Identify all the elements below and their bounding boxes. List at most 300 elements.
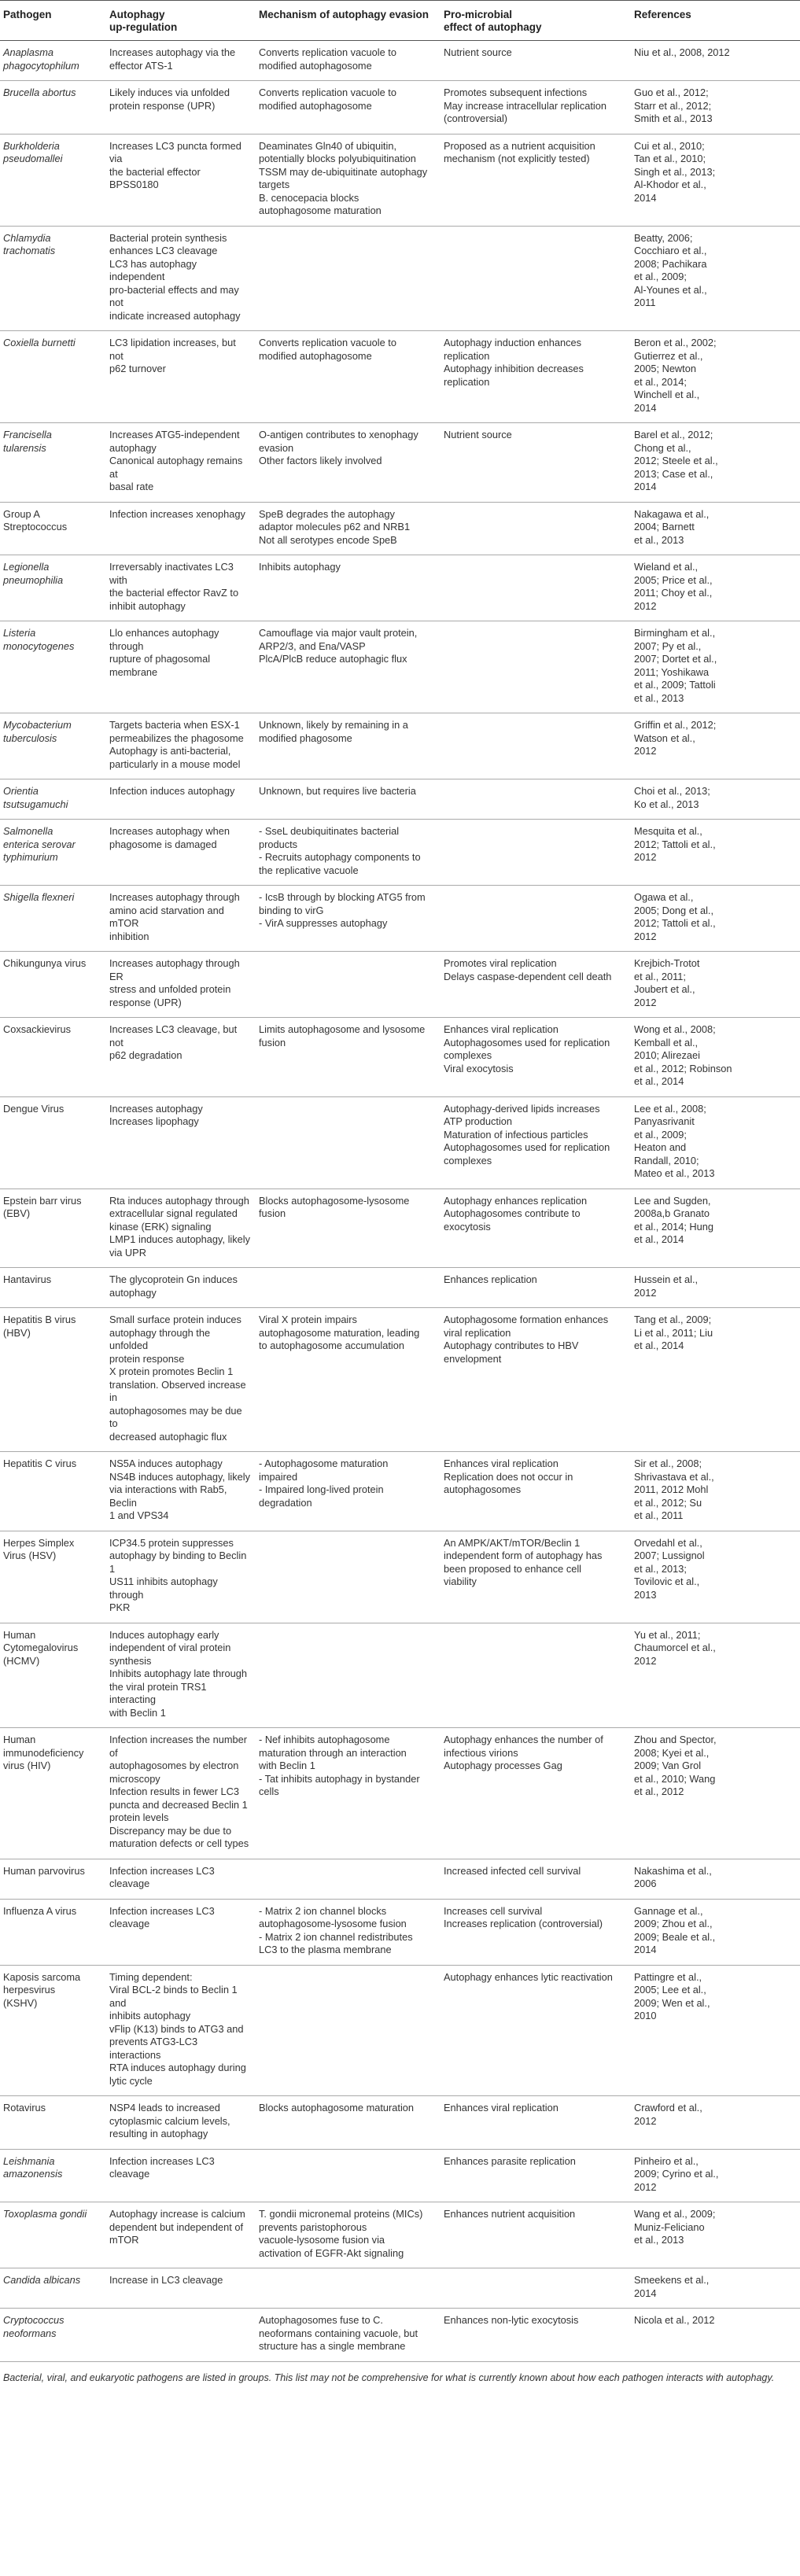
cell-mechanism-line: Autophagosomes fuse to C. xyxy=(259,2314,383,2326)
cell-references-line: Singh et al., 2013; xyxy=(634,165,716,178)
cell-references-line: Al-Younes et al., xyxy=(634,283,707,296)
cell-mechanism-line: Unknown, but requires live bacteria xyxy=(259,785,416,797)
cell-mechanism-line: - Impaired long-lived protein xyxy=(259,1483,384,1495)
cell-upregulation-line: autophagosomes may be due to xyxy=(109,1404,242,1429)
cell-upregulation-line: RTA induces autophagy during xyxy=(109,2062,246,2073)
cell-mechanism-line: modified autophagosome xyxy=(259,99,372,112)
cell-upregulation xyxy=(106,1899,256,1965)
cell-effect-line: Autophagy enhances replication xyxy=(444,1194,588,1207)
cell-references-line: Wieland et al., xyxy=(634,561,699,573)
cell-upregulation-line: Infection increases xenophagy xyxy=(109,507,245,520)
cell-effect-line: Delays caspase-dependent cell death xyxy=(444,970,612,982)
cell-effect-line: Proposed as a nutrient acquisition xyxy=(444,139,595,152)
cell-pathogen-line: trachomatis xyxy=(3,245,56,256)
cell-pathogen xyxy=(0,1859,106,1899)
table-row xyxy=(0,81,800,135)
cell-references-line: 2005; Newton xyxy=(634,363,696,374)
cell-upregulation-line: Targets bacteria when ESX-1 xyxy=(109,719,240,731)
header-row xyxy=(0,1,800,41)
cell-mechanism-line: structure has a single membrane xyxy=(259,2340,406,2352)
cell-pathogen xyxy=(0,1452,106,1531)
cell-references-line: et al., 2012 xyxy=(634,1786,684,1797)
cell-pathogen-line: Burkholderia xyxy=(3,139,60,152)
cell-references xyxy=(631,41,800,81)
cell-upregulation xyxy=(106,621,256,713)
cell-references-line: 2014 xyxy=(634,401,657,414)
cell-upregulation-line: the bacterial effector BPSS0180 xyxy=(109,165,201,190)
cell-mechanism-line: Not all serotypes encode SpeB xyxy=(259,533,397,546)
cell-upregulation xyxy=(106,1018,256,1097)
cell-references-line: et al., 2014 xyxy=(634,1233,684,1245)
cell-references-line: Zhou and Spector, xyxy=(634,1734,717,1745)
cell-pathogen-line: Dengue Virus xyxy=(3,1102,65,1115)
table-row xyxy=(0,779,800,820)
cell-upregulation-line: translation. Observed increase in xyxy=(109,1378,246,1403)
cell-effect xyxy=(441,886,631,952)
cell-upregulation-line: Viral BCL-2 binds to Beclin 1 and xyxy=(109,1984,238,2009)
cell-upregulation-line: mTOR xyxy=(109,2234,139,2246)
cell-pathogen-line: Brucella abortus xyxy=(3,87,76,98)
cell-upregulation-line: Infection increases LC3 cleavage xyxy=(109,1864,215,1889)
cell-effect xyxy=(441,331,631,423)
cell-pathogen-line: Kaposis sarcoma xyxy=(3,1970,81,1983)
cell-upregulation xyxy=(106,2202,256,2268)
cell-mechanism-line: Other factors likely involved xyxy=(259,455,382,466)
cell-references xyxy=(631,952,800,1018)
cell-references-line: Cui et al., 2010; xyxy=(634,139,705,152)
cell-upregulation-line: Autophagy is anti-bacterial, xyxy=(109,745,231,757)
cell-effect xyxy=(441,502,631,555)
cell-pathogen-line: typhimurium xyxy=(3,851,58,863)
cell-pathogen xyxy=(0,423,106,503)
cell-references-line: 2012 xyxy=(634,930,657,942)
cell-effect-line: Increased infected cell survival xyxy=(444,1864,581,1877)
cell-references-line: Panyasrivanit xyxy=(634,1115,695,1127)
cell-upregulation xyxy=(106,2096,256,2150)
cell-mechanism-line: - Matrix 2 ion channel blocks xyxy=(259,1904,387,1917)
cell-references-line: 2011, 2012 Mohl xyxy=(634,1483,709,1495)
cell-mechanism-line: modified phagosome xyxy=(259,732,352,744)
cell-upregulation-line: protein levels xyxy=(109,1811,169,1823)
cell-upregulation-line: decreased autophagic flux xyxy=(109,1430,227,1443)
cell-mechanism-line: - Nef inhibits autophagosome xyxy=(259,1734,390,1745)
cell-effect-line: Autophagy processes Gag xyxy=(444,1760,562,1771)
cell-references-line: 2009; Zhou et al., xyxy=(634,1918,713,1929)
cell-pathogen-line: Human parvovirus xyxy=(3,1864,85,1877)
cell-upregulation xyxy=(106,134,256,226)
cell-effect xyxy=(441,1018,631,1097)
cell-references xyxy=(631,1188,800,1268)
cell-references-line: 2012 xyxy=(634,851,657,863)
cell-upregulation xyxy=(106,1188,256,1268)
cell-effect-line: Maturation of infectious particles xyxy=(444,1128,588,1141)
cell-references-line: Tan et al., 2010; xyxy=(634,153,706,164)
cell-upregulation xyxy=(106,1096,256,1188)
cell-upregulation-line: response (UPR) xyxy=(109,996,182,1008)
cell-effect-line: Autophagy-derived lipids increases xyxy=(444,1102,600,1115)
cell-references-line: 2009; Van Grol xyxy=(634,1760,702,1771)
cell-references-line: Beatty, 2006; xyxy=(634,231,693,244)
cell-mechanism-line: Viral X protein impairs xyxy=(259,1314,357,1325)
cell-upregulation-line: PKR xyxy=(109,1601,131,1613)
cell-upregulation-line: synthesis xyxy=(109,1654,152,1667)
cell-references-line: Tang et al., 2009; xyxy=(634,1314,712,1325)
table-row xyxy=(0,1452,800,1531)
cell-references xyxy=(631,2309,800,2362)
table-row xyxy=(0,226,800,331)
cell-references-line: Lee and Sugden, xyxy=(634,1194,711,1207)
cell-mechanism-line: maturation through an interaction xyxy=(259,1746,407,1759)
cell-pathogen xyxy=(0,2309,106,2362)
cell-mechanism-line: Blocks autophagosome-lysosome xyxy=(259,1194,410,1207)
cell-effect-line: Enhances viral replication xyxy=(444,1458,559,1469)
cell-pathogen-line: Chlamydia xyxy=(3,231,51,244)
cell-upregulation xyxy=(106,226,256,331)
cell-upregulation-line: p62 turnover xyxy=(109,363,166,374)
cell-upregulation xyxy=(106,555,256,621)
cell-references-line: 2012 xyxy=(634,745,657,757)
cell-effect xyxy=(441,1188,631,1268)
table-row xyxy=(0,820,800,886)
cell-effect-line: Enhances viral replication xyxy=(444,1023,559,1035)
cell-upregulation-line: inhibits autophagy xyxy=(109,2010,191,2021)
cell-effect-line: Nutrient source xyxy=(444,46,512,58)
cell-upregulation-line: the viral protein TRS1 interacting xyxy=(109,1680,207,1705)
cell-mechanism xyxy=(256,1623,441,1728)
cell-references-line: Gutierrez et al., xyxy=(634,349,703,362)
table-row xyxy=(0,1899,800,1965)
cell-references-line: 2011; Choy et al., xyxy=(634,587,713,599)
cell-references-line: Nicola et al., 2012 xyxy=(634,2314,715,2326)
cell-mechanism xyxy=(256,779,441,820)
cell-pathogen xyxy=(0,1188,106,1268)
cell-upregulation-line: ICP34.5 protein suppresses xyxy=(109,1536,234,1549)
cell-mechanism-line: LC3 to the plasma membrane xyxy=(259,1944,392,1955)
cell-mechanism xyxy=(256,555,441,621)
cell-pathogen xyxy=(0,134,106,226)
cell-mechanism-line: - IcsB through by blocking ATG5 from xyxy=(259,891,426,903)
cell-upregulation-line: basal rate xyxy=(109,481,154,492)
cell-pathogen xyxy=(0,2149,106,2202)
cell-effect-line: envelopment xyxy=(444,1352,502,1365)
cell-pathogen-line: pneumophilia xyxy=(3,573,64,586)
cell-mechanism xyxy=(256,226,441,331)
cell-pathogen-line: Cryptococcus xyxy=(3,2314,65,2326)
cell-references xyxy=(631,1018,800,1097)
cell-references-line: Ogawa et al., xyxy=(634,891,694,903)
cell-upregulation-line: X protein promotes Beclin 1 xyxy=(109,1365,234,1377)
cell-pathogen xyxy=(0,1531,106,1623)
cell-upregulation-line: US11 inhibits autophagy through xyxy=(109,1575,218,1601)
cell-references-line: Chaumorcel et al., xyxy=(634,1642,716,1653)
cell-upregulation xyxy=(106,820,256,886)
cell-upregulation-line: Small surface protein induces xyxy=(109,1314,241,1325)
cell-upregulation xyxy=(106,331,256,423)
cell-references-line: Starr et al., 2012; xyxy=(634,99,712,112)
cell-pathogen-line: Human xyxy=(3,1628,36,1641)
cell-references xyxy=(631,331,800,423)
cell-mechanism-line: the replicative vacuole xyxy=(259,864,359,876)
cell-references xyxy=(631,1531,800,1623)
cell-effect xyxy=(441,1728,631,1859)
cell-pathogen xyxy=(0,1728,106,1859)
cell-references-line: Al-Khodor et al., xyxy=(634,179,706,190)
cell-references-line: et al., 2009; xyxy=(634,271,687,282)
table-row xyxy=(0,1728,800,1859)
cell-upregulation-line: autophagosomes by electron xyxy=(109,1760,239,1771)
cell-upregulation xyxy=(106,1859,256,1899)
cell-effect-line: Viral exocytosis xyxy=(444,1062,514,1074)
cell-references-line: 2013 xyxy=(634,1588,657,1601)
cell-upregulation-line: LC3 lipidation increases, but not xyxy=(109,337,236,362)
cell-upregulation xyxy=(106,713,256,779)
cell-mechanism xyxy=(256,2202,441,2268)
cell-effect-line: Increases cell survival xyxy=(444,1904,543,1917)
cell-mechanism xyxy=(256,134,441,226)
cell-references-line: 2014 xyxy=(634,481,657,492)
cell-pathogen-line: Salmonella xyxy=(3,825,53,837)
cell-references xyxy=(631,502,800,555)
cell-mechanism-line: products xyxy=(259,838,298,850)
cell-upregulation-line: inhibit autophagy xyxy=(109,599,186,612)
cell-pathogen xyxy=(0,226,106,331)
cell-effect-line: complexes xyxy=(444,1154,492,1166)
cell-mechanism-line: Deaminates Gln40 of ubiquitin, xyxy=(259,139,396,152)
cell-pathogen-line: Toxoplasma gondii xyxy=(3,2208,87,2220)
cell-mechanism-line: - Tat inhibits autophagy in bystander xyxy=(259,1772,420,1785)
cell-pathogen xyxy=(0,502,106,555)
cell-references-line: 2010 xyxy=(634,2010,657,2021)
cell-mechanism-line: degradation xyxy=(259,1496,312,1509)
cell-effect-line: independent form of autophagy has xyxy=(444,1550,603,1561)
cell-references-line: 2005; Dong et al., xyxy=(634,904,714,916)
cell-references-line: 2005; Price et al., xyxy=(634,573,713,586)
cell-references-line: Wong et al., 2008; xyxy=(634,1023,716,1035)
cell-upregulation-line: Infection results in fewer LC3 xyxy=(109,1786,240,1797)
cell-pathogen-line: amazonensis xyxy=(3,2168,63,2180)
header-references: References xyxy=(631,1,800,41)
table-row xyxy=(0,331,800,423)
cell-upregulation-line: Induces autophagy early xyxy=(109,1628,219,1641)
cell-pathogen-line: Epstein barr virus xyxy=(3,1194,82,1207)
cell-pathogen xyxy=(0,886,106,952)
cell-pathogen xyxy=(0,2202,106,2268)
cell-references-line: Gannage et al., xyxy=(634,1904,703,1917)
cell-upregulation-line: Increases autophagy via the xyxy=(109,46,236,58)
cell-mechanism xyxy=(256,2149,441,2202)
cell-mechanism-line: Blocks autophagosome maturation xyxy=(259,2102,415,2113)
cell-upregulation-line: kinase (ERK) signaling xyxy=(109,1220,212,1233)
cell-upregulation-line: autophagy xyxy=(109,441,157,454)
cell-upregulation-line: Bacterial protein synthesis xyxy=(109,231,227,244)
cell-upregulation-line: maturation defects or cell types xyxy=(109,1837,249,1849)
cell-pathogen xyxy=(0,1899,106,1965)
cell-references-line: 2012; Tattoli et al., xyxy=(634,917,716,929)
cell-upregulation-line: The glycoprotein Gn induces xyxy=(109,1273,238,1285)
cell-upregulation-line: with Beclin 1 xyxy=(109,1706,166,1719)
cell-mechanism-line: T. gondii micronemal proteins (MICs) xyxy=(259,2208,423,2220)
cell-references-line: Watson et al., xyxy=(634,732,695,744)
cell-pathogen-line: phagocytophilum xyxy=(3,59,79,72)
cell-mechanism-line: fusion xyxy=(259,1036,286,1048)
table-row xyxy=(0,555,800,621)
cell-pathogen-line: Francisella xyxy=(3,429,52,440)
cell-references-line: Ko et al., 2013 xyxy=(634,798,699,810)
cell-upregulation-line: microscopy xyxy=(109,1772,160,1785)
cell-mechanism-line: evasion xyxy=(259,441,294,454)
cell-effect xyxy=(441,1623,631,1728)
cell-mechanism-line: modified autophagosome xyxy=(259,59,372,72)
cell-effect xyxy=(441,1096,631,1188)
cell-references-line: 2014 xyxy=(634,2287,657,2299)
cell-mechanism-line: fusion xyxy=(259,1207,286,1219)
cell-upregulation-line: Inhibits autophagy late through xyxy=(109,1668,248,1679)
cell-references-line: 2014 xyxy=(634,1944,657,1955)
table-row xyxy=(0,1268,800,1308)
cell-mechanism-line: ARP2/3, and Ena/VASP xyxy=(259,639,366,652)
cell-effect xyxy=(441,423,631,503)
cell-upregulation-line: via interactions with Rab5, Beclin xyxy=(109,1483,227,1509)
cell-mechanism-line: with Beclin 1 xyxy=(259,1760,315,1771)
cell-references-line: et al., 2013 xyxy=(634,533,684,546)
cell-pathogen xyxy=(0,713,106,779)
cell-pathogen-line: Listeria xyxy=(3,627,36,639)
cell-upregulation-line: Increases autophagy through xyxy=(109,891,240,903)
cell-upregulation-line: Autophagy increase is calcium xyxy=(109,2208,245,2220)
cell-upregulation xyxy=(106,1452,256,1531)
cell-upregulation-line: 1 and VPS34 xyxy=(109,1509,169,1521)
cell-pathogen-line: tularensis xyxy=(3,441,46,454)
cell-upregulation-line: Infection increases LC3 cleavage xyxy=(109,2154,215,2180)
cell-pathogen xyxy=(0,2096,106,2150)
cell-upregulation-line: LMP1 induces autophagy, likely xyxy=(109,1233,251,1245)
cell-upregulation-line: Increases lipophagy xyxy=(109,1115,199,1127)
cell-upregulation-line: dependent but independent of xyxy=(109,2220,244,2233)
cell-references-line: Tovilovic et al., xyxy=(634,1575,700,1587)
cell-upregulation xyxy=(106,2309,256,2362)
cell-pathogen xyxy=(0,331,106,423)
cell-mechanism-line: targets xyxy=(259,179,290,190)
cell-pathogen-line: Anaplasma xyxy=(3,46,54,58)
cell-upregulation-line: vFlip (K13) binds to ATG3 and xyxy=(109,2022,244,2035)
cell-effect xyxy=(441,1531,631,1623)
cell-effect-line: Autophagosomes contribute to xyxy=(444,1207,581,1219)
cell-upregulation-line: permeabilizes the phagosome xyxy=(109,732,244,744)
table-row xyxy=(0,502,800,555)
cell-effect xyxy=(441,555,631,621)
cell-effect xyxy=(441,81,631,135)
cell-mechanism xyxy=(256,1308,441,1452)
cell-references-line: 2013; Case et al., xyxy=(634,467,713,480)
cell-upregulation xyxy=(106,423,256,503)
cell-mechanism xyxy=(256,1859,441,1899)
cell-references-line: et al., 2011 xyxy=(634,1509,684,1521)
cell-references-line: Smeekens et al., xyxy=(634,2274,710,2286)
table-row xyxy=(0,713,800,779)
cell-pathogen-line: Influenza A virus xyxy=(3,1904,77,1917)
cell-upregulation-line: Increases autophagy xyxy=(109,1102,203,1115)
cell-upregulation-line: cytoplasmic calcium levels, xyxy=(109,2114,230,2127)
cell-effect-line: May increase intracellular replication xyxy=(444,99,606,112)
cell-effect-line: Autophagosomes used for replication xyxy=(444,1141,610,1153)
table-row xyxy=(0,1188,800,1268)
cell-effect xyxy=(441,134,631,226)
cell-upregulation xyxy=(106,1531,256,1623)
cell-references-line: 2005; Lee et al., xyxy=(634,1984,706,1996)
cell-upregulation-line: phagosome is damaged xyxy=(109,838,217,850)
cell-effect xyxy=(441,1899,631,1965)
cell-pathogen-line: (HBV) xyxy=(3,1326,31,1339)
cell-pathogen xyxy=(0,555,106,621)
cell-upregulation-line: independent of viral protein xyxy=(109,1642,231,1653)
cell-upregulation xyxy=(106,1965,256,2096)
header-effect: Pro-microbial effect of autophagy xyxy=(441,1,631,41)
cell-references xyxy=(631,134,800,226)
cell-pathogen-line: Coxiella burnetti xyxy=(3,337,76,348)
cell-references xyxy=(631,1623,800,1728)
cell-references-line: 2012 xyxy=(634,1286,657,1299)
cell-references xyxy=(631,423,800,503)
cell-pathogen-line: Chikungunya virus xyxy=(3,957,87,969)
cell-effect-line: exocytosis xyxy=(444,1220,491,1233)
cell-references xyxy=(631,1096,800,1188)
cell-references-line: Cocchiaro et al., xyxy=(634,245,707,256)
cell-mechanism-line: - Autophagosome maturation xyxy=(259,1458,389,1469)
table-row xyxy=(0,886,800,952)
cell-references-line: 2008a,b Granato xyxy=(634,1207,710,1219)
cell-upregulation xyxy=(106,502,256,555)
cell-effect-line: autophagosomes xyxy=(444,1483,522,1495)
cell-references-line: 2014 xyxy=(634,191,657,204)
cell-pathogen xyxy=(0,952,106,1018)
cell-upregulation-line: the bacterial effector RavZ to xyxy=(109,587,239,599)
cell-mechanism-line: TSSM may de-ubiquitinate autophagy xyxy=(259,165,428,178)
cell-references-line: et al., 2014 xyxy=(634,1075,684,1087)
cell-pathogen-line: Group A xyxy=(3,507,40,520)
cell-references-line: Muniz-Feliciano xyxy=(634,2220,705,2233)
cell-upregulation-line: Increases ATG5-independent xyxy=(109,429,240,440)
cell-pathogen-line: Human xyxy=(3,1734,36,1745)
cell-references-line: Smith et al., 2013 xyxy=(634,112,713,124)
cell-upregulation xyxy=(106,1728,256,1859)
cell-pathogen-line: enterica serovar xyxy=(3,838,76,850)
cell-upregulation-line: pro-bacterial effects and may not xyxy=(109,283,239,308)
cell-mechanism xyxy=(256,952,441,1018)
cell-upregulation-line: Timing dependent: xyxy=(109,1970,193,1983)
cell-pathogen-line: Streptococcus xyxy=(3,521,68,533)
cell-mechanism-line: cells xyxy=(259,1786,279,1797)
cell-references-line: 2007; Dortet et al., xyxy=(634,653,717,665)
cell-references-line: Pinheiro et al., xyxy=(634,2154,699,2167)
cell-pathogen xyxy=(0,1268,106,1308)
cell-mechanism xyxy=(256,423,441,503)
cell-references-line: Griffin et al., 2012; xyxy=(634,719,717,731)
cell-references-line: Wang et al., 2009; xyxy=(634,2208,716,2220)
cell-effect xyxy=(441,2202,631,2268)
cell-upregulation-line: Increases LC3 cleavage, but not xyxy=(109,1023,238,1048)
cell-pathogen-line: pseudomallei xyxy=(3,153,63,164)
cell-references-line: 2004; Barnett xyxy=(634,521,695,533)
cell-mechanism xyxy=(256,1018,441,1097)
cell-effect xyxy=(441,1268,631,1308)
cell-references-line: 2009; Beale et al., xyxy=(634,1930,716,1943)
cell-references-line: Lee et al., 2008; xyxy=(634,1102,706,1115)
cell-references-line: Nakashima et al., xyxy=(634,1864,712,1877)
table-row xyxy=(0,1531,800,1623)
cell-mechanism-line: PlcA/PlcB reduce autophagic flux xyxy=(259,653,407,665)
cell-pathogen-line: Orientia xyxy=(3,785,39,797)
cell-mechanism xyxy=(256,1965,441,2096)
